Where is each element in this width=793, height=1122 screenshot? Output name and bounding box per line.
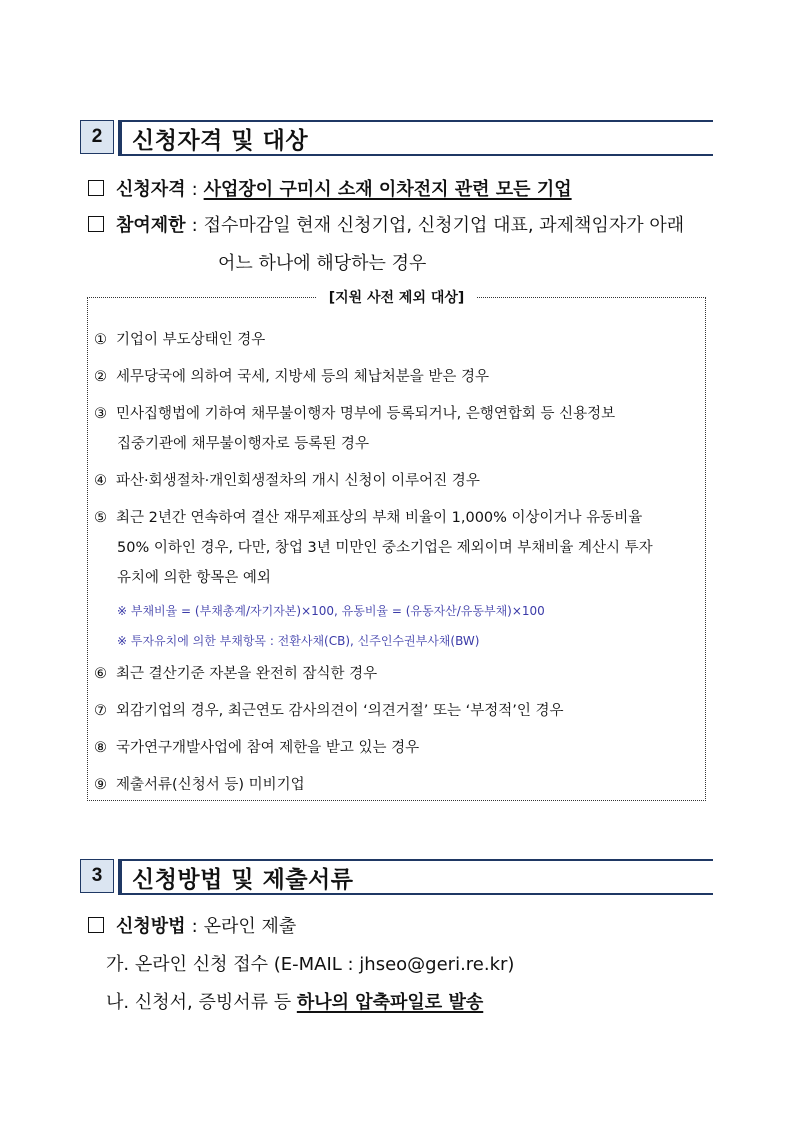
item-number: ③	[94, 406, 107, 422]
item-number: ⑨	[94, 777, 107, 793]
section-bar	[118, 120, 122, 156]
note: ※ 투자유치에 의한 부채항목 : 전환사채(CB), 신주인수권부사채(BW)	[117, 634, 480, 648]
restriction-text-line1: 접수마감일 현재 신청기업, 신청기업 대표, 과제책임자가 아래	[203, 215, 685, 236]
list-item	[94, 402, 615, 423]
list-item	[94, 699, 564, 720]
restriction-line	[88, 211, 684, 237]
item-text: 제출서류(신청서 등) 미비기업	[116, 777, 305, 793]
checkbox-square-icon	[88, 180, 104, 196]
item-text: 세무당국에 의하여 국세, 지방세 등의 체납처분을 받은 경우	[116, 369, 490, 385]
item-number: ⑤	[94, 510, 107, 526]
sub-item-b-prefix: 나. 신청서, 증빙서류 등	[106, 992, 297, 1013]
item-number: ⑦	[94, 703, 107, 719]
restriction-label: 참여제한	[116, 215, 186, 236]
item-text-continued: 유치에 의한 항목은 예외	[117, 570, 271, 586]
list-item	[94, 506, 642, 527]
qualification-line	[88, 175, 572, 201]
item-text: 기업이 부도상태인 경우	[116, 332, 266, 348]
section-3-header	[80, 859, 713, 895]
item-text-continued: 50% 이하인 경우, 다만, 창업 3년 미만인 중소기업은 제외이며 부채비율 계산시 투자	[117, 540, 653, 556]
method-line	[88, 912, 296, 938]
colon: :	[191, 916, 198, 937]
item-number: ⑧	[94, 740, 107, 756]
item-text: 파산·회생절차·개인회생절차의 개시 신청이 이루어진 경우	[116, 473, 480, 489]
section-bar	[118, 859, 122, 895]
section-number: 3	[80, 859, 114, 893]
item-number: ④	[94, 473, 107, 489]
checkbox-square-icon	[88, 216, 104, 232]
item-number: ①	[94, 332, 107, 348]
section-2-header	[80, 120, 713, 156]
list-item	[94, 469, 480, 490]
qualification-value: 사업장이 구미시 소재 이차전지 관련 모든 기업	[203, 179, 572, 200]
sub-item-b	[106, 988, 483, 1014]
sub-item-b-emphasis: 하나의 압축파일로 발송	[296, 992, 484, 1013]
list-item	[94, 736, 419, 757]
item-text: 민사집행법에 기하여 채무불이행자 명부에 등록되거나, 은행연합회 등 신용정보	[116, 406, 616, 422]
list-item	[94, 773, 305, 794]
method-value: 온라인 제출	[203, 916, 297, 937]
section-number: 2	[80, 120, 114, 154]
restriction-text-line2: 어느 하나에 해당하는 경우	[218, 253, 427, 274]
item-text: 국가연구개발사업에 참여 제한을 받고 있는 경우	[116, 740, 420, 756]
list-item	[94, 662, 377, 683]
item-number: ②	[94, 369, 107, 385]
method-label: 신청방법	[116, 916, 186, 937]
sub-item-a: 가. 온라인 신청 접수 (E-MAIL : jhseo@geri.re.kr)	[106, 954, 515, 975]
qualification-label: 신청자격	[116, 179, 186, 200]
section-title: 신청자격 및 대상	[132, 128, 309, 154]
colon: :	[191, 215, 198, 236]
item-number: ⑥	[94, 666, 107, 682]
colon: :	[191, 179, 198, 200]
exclusion-box	[87, 290, 706, 801]
item-text: 최근 2년간 연속하여 결산 재무제표상의 부채 비율이 1,000% 이상이거나 유동비율	[116, 510, 643, 526]
item-text-continued: 집중기관에 채무불이행자로 등록된 경우	[117, 436, 369, 452]
item-text: 최근 결산기준 자본을 완전히 잠식한 경우	[116, 666, 378, 682]
section-title: 신청방법 및 제출서류	[132, 867, 354, 893]
exclusion-box-title-wrap	[88, 287, 705, 307]
list-item	[94, 365, 489, 386]
exclusion-box-title: [지원 사전 제외 대상]	[317, 290, 477, 306]
note: ※ 부채비율 = (부채총계/자기자본)×100, 유동비율 = (유동자산/유동부채)×100	[117, 604, 545, 618]
checkbox-square-icon	[88, 917, 104, 933]
item-text: 외감기업의 경우, 최근연도 감사의견이 ‘의견거절’ 또는 ‘부정적’인 경우	[116, 703, 564, 719]
list-item	[94, 328, 265, 349]
